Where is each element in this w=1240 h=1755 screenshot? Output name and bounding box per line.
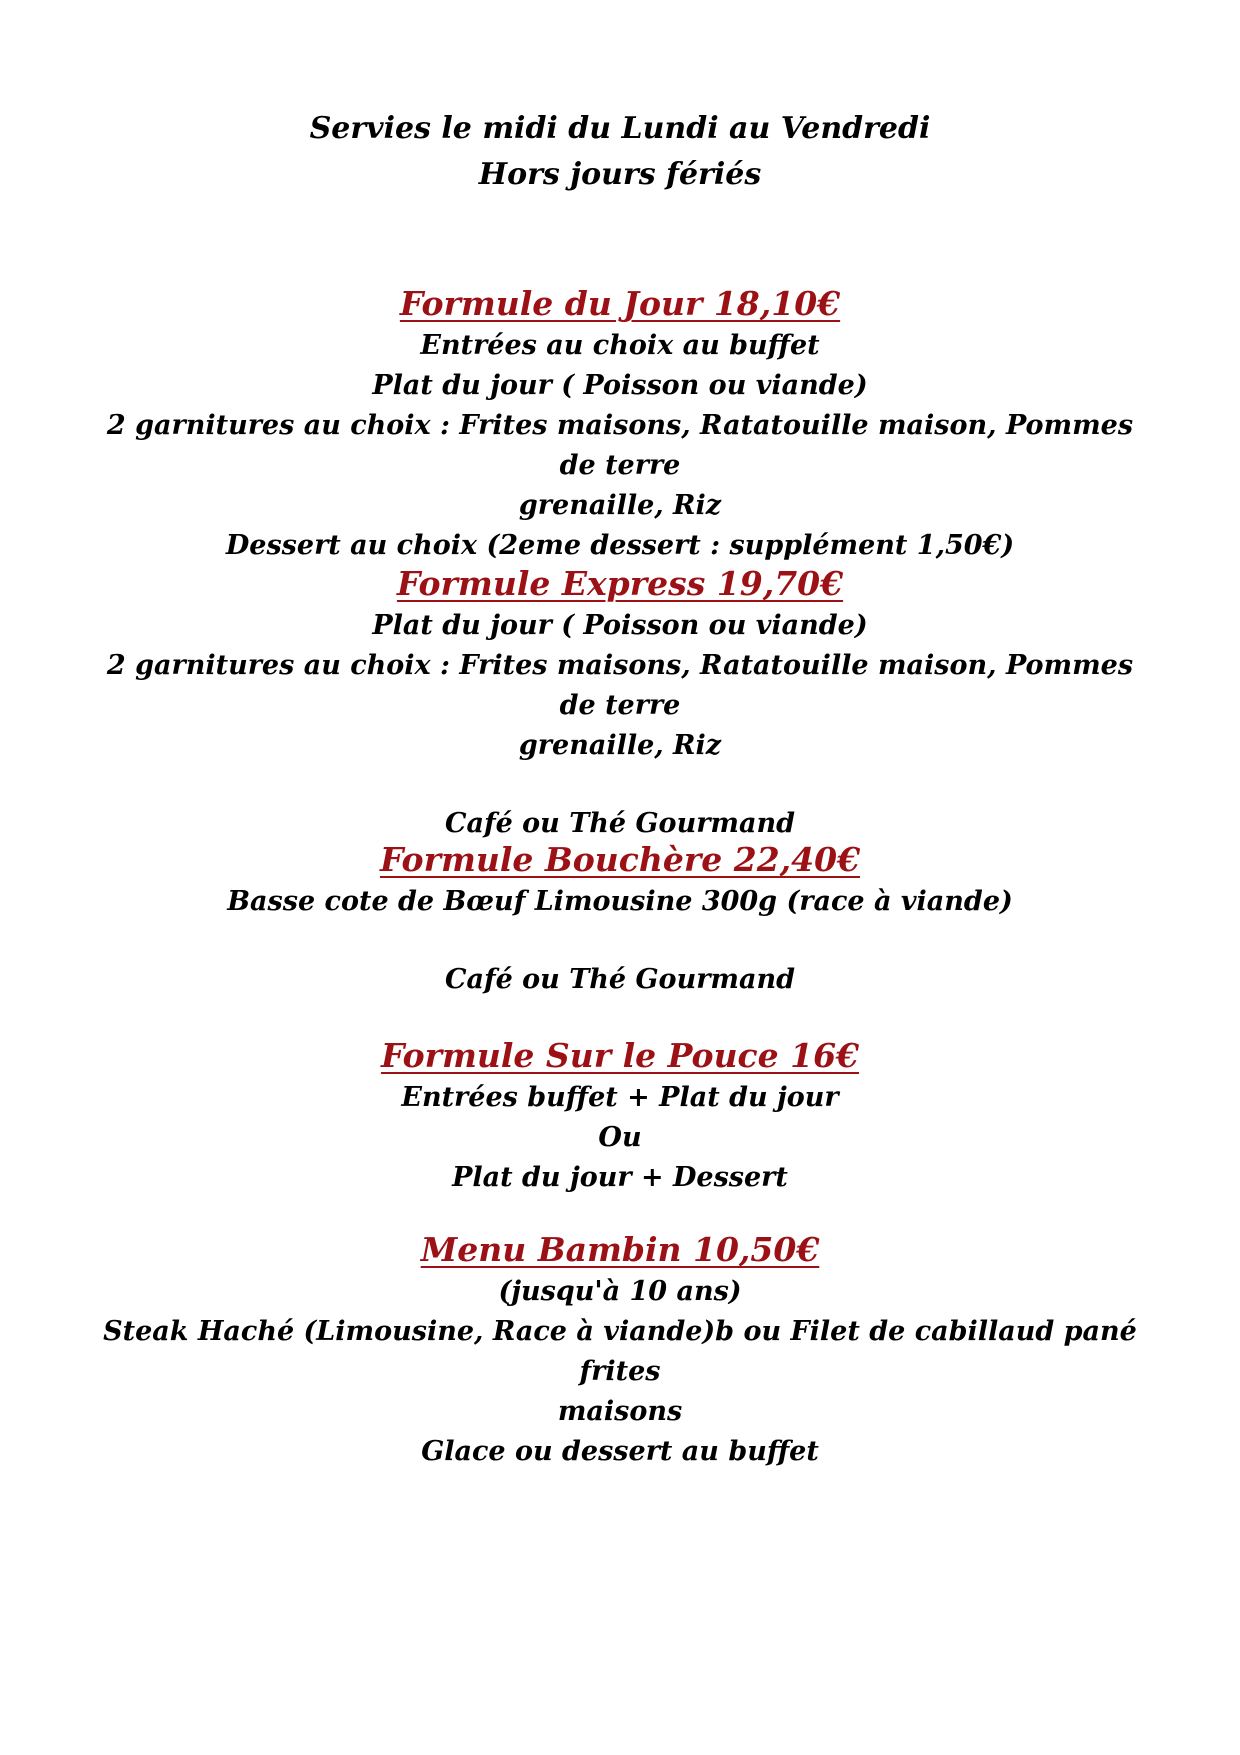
- spacer: [100, 922, 1140, 960]
- formule-pouce-line: Ou: [598, 1122, 642, 1153]
- formule-jour-line: Plat du jour ( Poisson ou viande): [372, 370, 868, 401]
- formule-bouchere-line: Basse cote de Bœuf Limousine 300g (race à viande): [227, 886, 1013, 917]
- formule-jour-title: Formule du Jour 18,10€: [399, 284, 841, 323]
- service-days: Servies le midi du Lundi au Vendredi: [309, 111, 931, 146]
- formule-pouce-line: Plat du jour + Dessert: [452, 1162, 788, 1193]
- formule-pouce-title: Formule Sur le Pouce 16€: [380, 1036, 860, 1075]
- formule-bouchere-title: Formule Bouchère 22,40€: [379, 840, 861, 879]
- menu-bambin-line: Glace ou dessert au buffet: [421, 1436, 819, 1467]
- menu-bambin-line: maisons: [557, 1396, 683, 1427]
- menu-bambin-line: (jusqu'à 10 ans): [498, 1276, 742, 1307]
- formule-jour-line: Entrées au choix au buffet: [420, 330, 820, 361]
- service-exception: Hors jours fériés: [478, 157, 762, 192]
- formule-pouce-section: [100, 1034, 1140, 1198]
- formule-bouchere-section: [100, 838, 1140, 1000]
- menu-bambin-line: Steak Haché (Limousine, Race à viande)b ou Filet de cabillaud pané frites: [103, 1316, 1137, 1387]
- formule-express-section: [100, 562, 1140, 844]
- formule-jour-section: [100, 282, 1140, 566]
- spacer: [100, 766, 1140, 804]
- formule-jour-line: grenaille, Riz: [518, 490, 722, 521]
- service-header: [0, 106, 1240, 198]
- formule-bouchere-extra: Café ou Thé Gourmand: [444, 964, 795, 995]
- formule-express-extra: Café ou Thé Gourmand: [444, 808, 795, 839]
- formule-express-line: grenaille, Riz: [518, 730, 722, 761]
- formule-pouce-line: Entrées buffet + Plat du jour: [401, 1082, 839, 1113]
- formule-express-line: 2 garnitures au choix : Frites maisons, Ratatouille maison, Pommes de terre: [106, 650, 1134, 721]
- menu-bambin-section: [100, 1228, 1140, 1472]
- formule-express-title: Formule Express 19,70€: [396, 564, 844, 603]
- menu-bambin-title: Menu Bambin 10,50€: [420, 1230, 820, 1269]
- formule-jour-line: 2 garnitures au choix : Frites maisons, Ratatouille maison, Pommes de terre: [106, 410, 1134, 481]
- formule-jour-line: Dessert au choix (2eme dessert : supplément 1,50€): [225, 530, 1015, 561]
- formule-express-line: Plat du jour ( Poisson ou viande): [372, 610, 868, 641]
